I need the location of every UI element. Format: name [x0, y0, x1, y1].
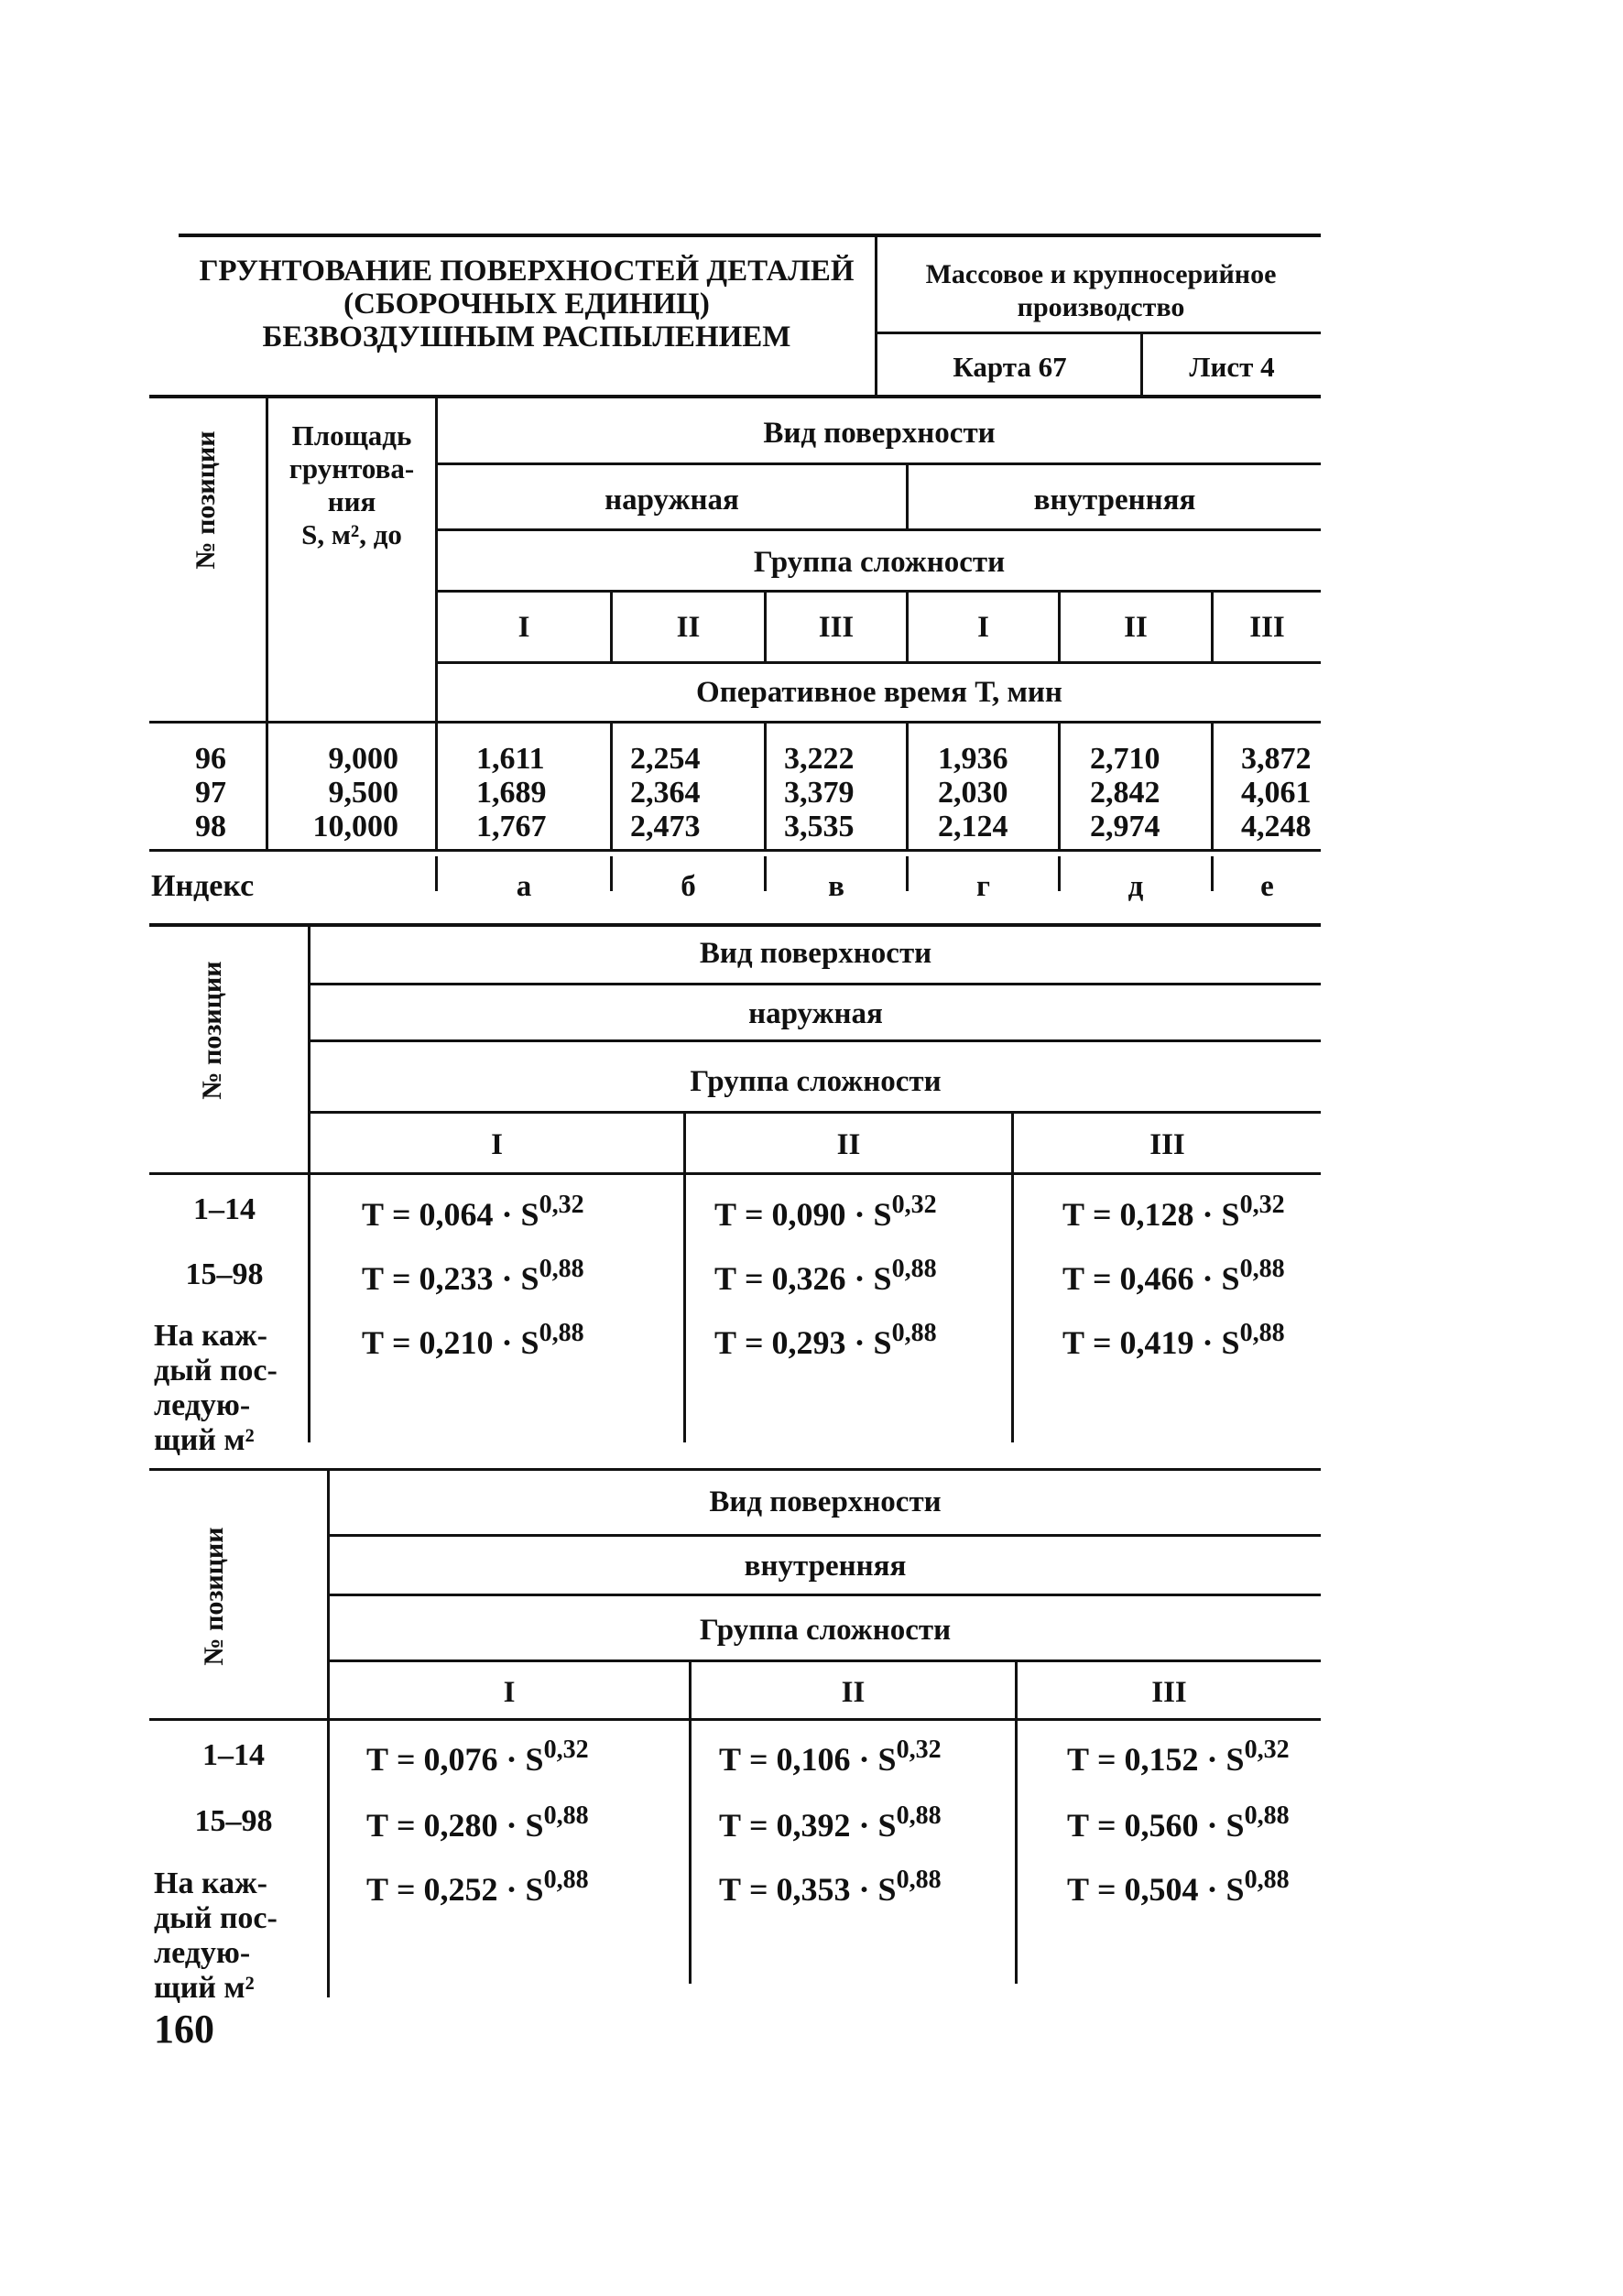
formula-exponent: 0,32 [1244, 1736, 1290, 1764]
table-cell: 9,500 [328, 776, 398, 810]
row-label: 15–98 [185, 1257, 264, 1291]
formula-base: Т = 0,128 · S [1062, 1196, 1240, 1233]
table-cell: 1,767 [476, 810, 547, 843]
table-cell: 2,254 [630, 742, 701, 776]
formula-base: Т = 0,090 · S [714, 1196, 892, 1233]
row-label: 15–98 [194, 1804, 273, 1838]
table-cell: 1,936 [938, 742, 1008, 776]
index-value: а [516, 870, 532, 903]
formula-exponent: 0,88 [1244, 1801, 1290, 1830]
formula-cell [719, 1866, 942, 1909]
rule [149, 721, 1321, 724]
position-header: № позиции [199, 1527, 229, 1666]
formula-base: Т = 0,326 · S [714, 1260, 892, 1297]
area-header-line: S, м², до [301, 518, 402, 550]
row-label-multiline [154, 1319, 278, 1458]
table-cell: 97 [195, 776, 226, 810]
table-cell: 4,061 [1241, 776, 1312, 810]
rule [435, 528, 1321, 531]
table2-top-rule [149, 923, 1321, 927]
table-cell: 1,611 [476, 742, 545, 776]
formula-base: Т = 0,392 · S [719, 1807, 897, 1844]
formula-base: Т = 0,233 · S [362, 1260, 539, 1297]
rule [435, 661, 1321, 664]
index-value: д [1127, 870, 1144, 903]
table-cell: 10,000 [312, 810, 398, 843]
row-label-line: дый пос- [154, 1354, 278, 1387]
row-label: 1–14 [193, 1192, 256, 1226]
row-label-line: щий м² [154, 1423, 255, 1457]
rule [308, 1039, 1321, 1042]
inner-surface-header: внутренняя [1033, 484, 1196, 517]
formula-base: Т = 0,419 · S [1062, 1324, 1240, 1361]
card-number: Карта 67 [953, 351, 1067, 383]
formula-exponent: 0,88 [891, 1255, 937, 1283]
row-label-line: На каж- [154, 1319, 267, 1353]
area-values [275, 742, 398, 843]
formula-cell [366, 1801, 589, 1844]
formula-exponent: 0,32 [891, 1191, 937, 1219]
table-cell: 3,222 [784, 742, 855, 776]
table-cell: 2,030 [938, 776, 1008, 810]
row-label-line: щий м² [154, 1971, 255, 2005]
formula-cell [1067, 1866, 1290, 1909]
card-sheet-top-rule [877, 332, 1321, 334]
formula-cell [1067, 1736, 1290, 1779]
page-number: 160 [154, 2007, 214, 2051]
surface-type-header: Вид поверхности [763, 417, 996, 450]
rule [149, 849, 1321, 852]
column-values [476, 742, 577, 843]
formula-base: Т = 0,466 · S [1062, 1260, 1240, 1297]
formula-base: Т = 0,293 · S [714, 1324, 892, 1361]
complexity-header: Группа сложности [753, 546, 1006, 579]
area-header-line: Площадь [291, 419, 412, 452]
position-values [179, 742, 243, 843]
column-values [938, 742, 1039, 843]
formula-base: Т = 0,152 · S [1067, 1741, 1245, 1778]
formula-cell [362, 1191, 584, 1234]
index-value: б [681, 870, 696, 903]
formula-base: Т = 0,280 · S [366, 1807, 544, 1844]
group-label: II [1124, 611, 1148, 644]
formula-cell [362, 1255, 584, 1298]
row-label-line: ледую- [154, 1936, 251, 1970]
index-value: е [1260, 870, 1274, 903]
rule [906, 723, 909, 851]
complexity-header: Группа сложности [699, 1614, 952, 1647]
formula-exponent: 0,88 [896, 1801, 942, 1830]
area-header [270, 419, 433, 551]
surface-type-header: Вид поверхности [699, 937, 932, 970]
title-line: ГРУНТОВАНИЕ ПОВЕРХНОСТЕЙ ДЕТАЛЕЙ [199, 255, 855, 288]
formula-exponent: 0,88 [1239, 1255, 1285, 1283]
group-label: III [818, 611, 855, 644]
rule [327, 1659, 1321, 1662]
rule [610, 723, 613, 851]
row-label-line: дый пос- [154, 1901, 278, 1935]
group-label: II [676, 611, 701, 644]
table-cell: 2,842 [1090, 776, 1160, 810]
formula-cell [1062, 1319, 1285, 1362]
group-label: I [977, 611, 989, 644]
formula-cell [1062, 1255, 1285, 1298]
rule [764, 723, 767, 851]
table1-top-rule [149, 395, 1321, 398]
table-cell: 3,535 [784, 810, 855, 843]
formula-cell [1062, 1191, 1285, 1234]
formula-cell [719, 1736, 942, 1779]
title-line: (СБОРОЧНЫХ ЕДИНИЦ) [343, 288, 710, 321]
group-label: I [517, 611, 530, 644]
rule [435, 590, 1321, 593]
formula-exponent: 0,32 [896, 1736, 942, 1764]
area-header-line: грунтова- [289, 452, 415, 484]
formula-exponent: 0,88 [543, 1866, 589, 1894]
formula-exponent: 0,88 [891, 1319, 937, 1347]
table-cell: 2,974 [1090, 810, 1160, 843]
group-label: II [836, 1128, 861, 1161]
row-label: 1–14 [202, 1738, 265, 1772]
inner-surface-header: внутренняя [744, 1550, 907, 1583]
formula-cell [362, 1319, 584, 1362]
group-label: III [1149, 1128, 1185, 1161]
outer-surface-header: наружная [748, 997, 883, 1030]
group-label: III [1249, 611, 1285, 644]
formula-exponent: 0,88 [896, 1866, 942, 1894]
rule [1058, 723, 1061, 851]
column-values [1090, 742, 1191, 843]
formula-exponent: 0,88 [543, 1801, 589, 1830]
rule [327, 1534, 1321, 1537]
formula-base: Т = 0,353 · S [719, 1871, 897, 1908]
sheet-number: Лист 4 [1189, 351, 1275, 383]
op-time-header: Оперативное время Т, мин [696, 676, 1062, 709]
table-cell: 4,248 [1241, 810, 1312, 843]
formula-cell [714, 1319, 937, 1362]
table-cell: 96 [195, 742, 226, 776]
rule [266, 397, 268, 851]
index-value: в [828, 870, 844, 903]
table-cell: 2,473 [630, 810, 701, 843]
table-cell: 3,872 [1241, 742, 1312, 776]
index-value: г [976, 870, 990, 903]
table-cell: 3,379 [784, 776, 855, 810]
production-line: производство [1017, 292, 1185, 322]
column-values [630, 742, 731, 843]
area-header-line: ния [327, 485, 376, 517]
formula-cell [714, 1191, 937, 1234]
position-header: № позиции [191, 430, 221, 570]
group-label: II [841, 1676, 866, 1709]
formula-base: Т = 0,064 · S [362, 1196, 539, 1233]
formula-exponent: 0,88 [1244, 1866, 1290, 1894]
outer-surface-header: наружная [605, 484, 739, 517]
rule [327, 1594, 1321, 1596]
formula-cell [719, 1801, 942, 1844]
formula-cell [1067, 1801, 1290, 1844]
document-title [183, 255, 870, 354]
rule [683, 1113, 686, 1442]
table-cell: 2,710 [1090, 742, 1160, 776]
index-label: Индекс [151, 869, 255, 903]
rule [308, 983, 1321, 985]
rule [1211, 723, 1214, 851]
production-line: Массовое и крупносерийное [925, 259, 1277, 289]
table-cell: 9,000 [328, 742, 398, 776]
column-values [784, 742, 885, 843]
rule [149, 1172, 1321, 1175]
formula-exponent: 0,32 [1239, 1191, 1285, 1219]
formula-base: Т = 0,560 · S [1067, 1807, 1245, 1844]
row-label-multiline [154, 1866, 278, 2006]
formula-cell [714, 1255, 937, 1298]
formula-base: Т = 0,252 · S [366, 1871, 544, 1908]
formula-exponent: 0,32 [539, 1191, 584, 1219]
position-header: № позиции [197, 961, 227, 1100]
complexity-header: Группа сложности [690, 1065, 942, 1098]
formula-exponent: 0,88 [539, 1255, 584, 1283]
formula-exponent: 0,32 [543, 1736, 589, 1764]
production-type [881, 258, 1321, 324]
column-values [1241, 742, 1342, 843]
header-divider [875, 234, 877, 397]
rule [435, 462, 1321, 465]
formula-cell [366, 1866, 589, 1909]
group-label: I [503, 1676, 516, 1709]
formula-base: Т = 0,076 · S [366, 1741, 544, 1778]
row-label-line: На каж- [154, 1866, 267, 1900]
table-cell: 1,689 [476, 776, 547, 810]
formula-base: Т = 0,106 · S [719, 1741, 897, 1778]
formula-cell [366, 1736, 589, 1779]
formula-base: Т = 0,504 · S [1067, 1871, 1245, 1908]
rule [149, 1718, 1321, 1721]
formula-base: Т = 0,210 · S [362, 1324, 539, 1361]
table-cell: 98 [195, 810, 226, 843]
formula-exponent: 0,88 [539, 1319, 584, 1347]
table-cell: 2,364 [630, 776, 701, 810]
rule [308, 1111, 1321, 1114]
title-line: БЕЗВОЗДУШНЫМ РАСПЫЛЕНИЕМ [262, 321, 791, 354]
table2-bottom-rule [149, 1468, 1321, 1471]
group-label: I [491, 1128, 503, 1161]
group-label: III [1151, 1676, 1187, 1709]
table-cell: 2,124 [938, 810, 1008, 843]
header-top-rule [179, 234, 1321, 237]
row-label-line: ледую- [154, 1388, 251, 1422]
formula-exponent: 0,88 [1239, 1319, 1285, 1347]
surface-type-header: Вид поверхности [709, 1485, 942, 1518]
rule [1011, 1113, 1014, 1442]
